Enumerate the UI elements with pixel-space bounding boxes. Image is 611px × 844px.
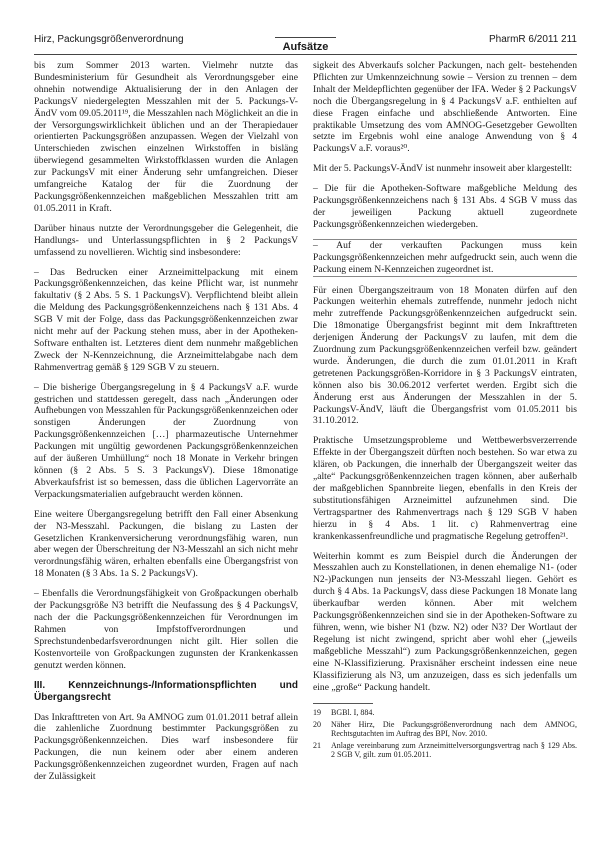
text-columns [34, 60, 577, 836]
running-head-right: PharmR 6/2011 211 [488, 34, 577, 45]
footnote-number: 21 [313, 740, 321, 750]
paragraph: Praktische Umsetzungsprobleme und Wettbewerbsverzerrende Effekte in der Übergangszeit dürften noch bestehen. So war etwa zu klären, ob Packungen, die innerhalb der Übergangszeit weiter das „alte“ Packungsgrößenkennzeichen tragen können, aber außerhalb der maßgeblichen Spannbreite liegen, ebenfalls in den Kreis der substitutionsfähigen Arzneimittel aufzunehmen sind. Die Vertragspartner des Rahmenvertrags nach § 129 SGB V haben hierzu in § 4 Abs. 1 lit. c) Rahmenvertrag eine krankenkassenfreundliche und pragmatische Regelung getroffen²¹. [313, 435, 577, 542]
paragraph: Darüber hinaus nutzte der Verordnungsgeber die Gelegenheit, die Handlungs- und Unterlassungspflichten in § 2 PackungsV umfassend zu novellieren. Wichtig sind insbesondere: [34, 222, 298, 258]
paragraph: Weiterhin kommt es zum Beispiel durch die Änderungen der Messzahlen auch zu Konstellationen, in denen ehemalige N1- (oder N2-)Packungen nun jenseits der N3-Messzahl liegen. Gehört es durch § 4 Abs. 1a PackungsV, dass diese Packungen 18 Monate lang überkaufbar werden können. Aber mit welchem Packungsgrößenkennzeichen sind sie in der Apotheken-Software zu führen, wenn, wie bisher N1 (bzw. N2) oder N3? Der Wortlaut der Regelung ist nicht zwingend, spricht aber wohl eher („jeweils maßgebliche Messzahl“) zum Packungsgrößenkennzeichen, gegen eine N-Klassifizierung. Praxisnäher erscheint indessen eine neue Klassifizierung als N3, um anzuzeigen, dass es sich jedenfalls um eine „große“ Packung handelt. [313, 550, 577, 693]
footnote-number: 19 [313, 708, 321, 718]
footnote-number: 20 [313, 719, 321, 729]
right-column [313, 60, 577, 836]
footnote-text: Näher Hirz, Die Packungsgrößenverordnung nach dem AMNOG, Rechtsgutachten im Auftrag des BPI, Nov. 2010. [331, 719, 577, 739]
page-header [34, 30, 577, 55]
running-head-left: Hirz, Packungsgrößenverordnung [34, 34, 184, 45]
list-item: – Die bisherige Übergangsregelung in § 4 PackungsV a.F. wurde gestrichen und stattdessen geregelt, dass nach „Änderungen oder Aufhebungen von Messzahlen für Packungsgrößenkennzeichen oder sonstigen Änderungen der Zuordnung von Packungsgrößenkennzeichen […] pharmazeutische Unternehmer Packungen mit ungültig gewordenen Packungsgrößenkennzeichen auf der äußeren Umhüllung“ noch 18 Monate in Verkehr bringen können (§ 2 Abs. 5 S. 3 PackungsV). Diese 18monatige Abverkaufsfrist ist so bemessen, dass die üblichen Lagervorräte an Verpackungsmaterialien aufgebraucht werden können. [34, 381, 298, 500]
list-item: – Auf der verkauften Packungen muss kein Packungsgrößenkennzeichen mehr aufgedruckt sein, auch wenn die Packung einem N-Kennzeichen zugeordnet ist. [313, 239, 577, 275]
paragraph: sigkeit des Abverkaufs solcher Packungen, nach gelt- bestehenden Pflichten zur Umkennzeichnung sowie – Version zu trennen – dem Inhalt der Meldepflichten gegenüber der IFA. Weder § 2 PackungsV noch die Übergangsregelung in § 4 PackungsV a.F. enthielten auf diese Fragen einfache und abschließende Antworten. Eine praktikable Umsetzung des vom AMNOG-Gesetzgeber Gewollten setzte im Ergebnis wohl eine analoge Anwendung von § 4 PackungsV a.F. voraus²⁰. [313, 60, 577, 155]
paragraph: Das Inkrafttreten von Art. 9a AMNOG zum 01.01.2011 betraf allein die zahlenliche Zuordnung bestimmter Packungsgrößen zu Packungsgrößenkennzeichen. Dies warf insbesondere für Packungen, die nun keinem oder aber einem anderen Packungsgrößenkennzeichen zugeordnet wurden, Fragen auf nach der Zulässigkeit [34, 711, 298, 783]
left-column [34, 60, 298, 836]
footnote-text: BGBl. I, 884. [331, 708, 375, 718]
list-item: – Die für die Apotheken-Software maßgebliche Meldung des Packungsgrößenkennzeichens nach § 131 Abs. 4 SGB V muss das der jeweiligen Packung aktuell zugeordnete Packungsgrößenkennzeichen wiedergeben. [313, 183, 577, 230]
paragraph: Mit der 5. PackungsV-ÄndV ist nunmehr insoweit aber klargestellt: [313, 163, 573, 175]
paragraph: Eine weitere Übergangsregelung betrifft den Fall einer Absenkung der N3-Messzahl. Packungen, die bislang zu Lasten der Gesetzlichen Krankenversicherung verordnungsfähig waren, nun aber wegen der Überschreitung der N3-Messzahl an sich nicht mehr verordnungsfähig wären, erhalten ebenfalls eine Übergangsfrist von 18 Monaten (§ 3 Abs. 1a S. 2 PackungsV). [34, 508, 298, 580]
footnote [313, 741, 577, 760]
list-item: – Ebenfalls die Verordnungsfähigkeit von Großpackungen oberhalb der Packungsgröße N3 betrifft die Neufassung des § 4 PackungsV, nach der die Packungsgrößenkennzeichen für Verordnungen im Rahmen von Impfstoffverordnungen und Sprechstundenbedarfsverordnungen nicht gilt. Hier sollen die Kostenvorteile von Großpackungen zugunsten der Krankenkassen genutzt werden können. [34, 588, 298, 671]
footnote [313, 720, 577, 739]
paragraph: Für einen Übergangszeitraum von 18 Monaten dürfen auf den Packungen weiterhin ehemals zutreffende, nunmehr jedoch nicht mehr zutreffende Packungsgrößenkennzeichen aufgedruckt sein. Die 18monatige Übergangsfrist beginnt mit dem Inkrafttreten derjenigen Änderung der PackungsV zu laufen, mit dem die Zuordnung zum Packungsgrößenkennzeichen verfeil bzw. geändert wurde. Änderungen, die durch die zum 01.01.2011 in Kraft getretenen Packungsgrößen-Korridore in § 3 PackungsV eintraten, können also bis 30.06.2012 verfertet werden. Ergibt sich die Änderung erst aus Änderungen der Messzahlen in der 5. PackungsV-ÄndV, läuft die Übergangsfrist vom 01.05.2011 bis 31.10.2012. [313, 284, 577, 427]
footnote-divider [313, 703, 373, 704]
paragraph: bis zum Sommer 2013 warten. Vielmehr nutzte das Bundesministerium für Gesundheit als Verordnungsgeber eine ohnehin notwendige Aktualisierung der in den Anlagen der PackungsV niedergelegten Messzahlen mit der 5. Packungs-V-ÄndV vom 09.05.2011¹⁹, die Messzahlen nach Möglichkeit an die in der Versorgungswirklichkeit üblichen und an der Therapiedauer orientierten Packungsgrößen anzupassen. Wegen der Vielzahl von Unterschieden zwischen einzelnen Wirkstoffen in bisläng überwiegend gesammelten Wirkstoffklassen wurden die Anlagen zur PackungsV mit einer Änderung sehr umfangreichen. Dieser umfangreiche Katalog der für die Zuordnung der Packungsgrößenkennzeichen maßgeblichen Messzahlen tritt am 01.05.2011 in Kraft. [34, 60, 298, 214]
footnote [313, 708, 577, 718]
list-item: – Das Bedrucken einer Arzneimittelpackung mit einem Packungsgrößenkennzeichen, das keine Pflicht war, ist nunmehr fakultativ (§ 2 Abs. 5 S. 1 PackungsV). Verpflichtend bleibt allein die Meldung des Packungsgrößenkennzeichens nach § 131 Abs. 4 SGB V mit der Folge, dass das Packungsgrößenkennzeichen zwar nicht mehr auf der Packung stehen muss, aber in der Apotheken-Software enthalten ist. Letzteres dient dem nunmehr maßgeblichen Zweck der N-Kennzeichnung, die Arzneimittelabgabe nach dem Rahmenvertrag gemäß § 129 SGB V zu steuern. [34, 266, 298, 373]
footnote-text: Anlage vereinbarung zum Arzneimittelversorgungsvertrag nach § 129 Abs. 2 SGB V, gilt. zum 01.05.2011. [331, 740, 577, 760]
section-title-text: Aufsätze [275, 37, 337, 53]
section-heading: III. Kennzeichnungs-/Informationspflichten und Übergangsrecht [34, 679, 298, 703]
